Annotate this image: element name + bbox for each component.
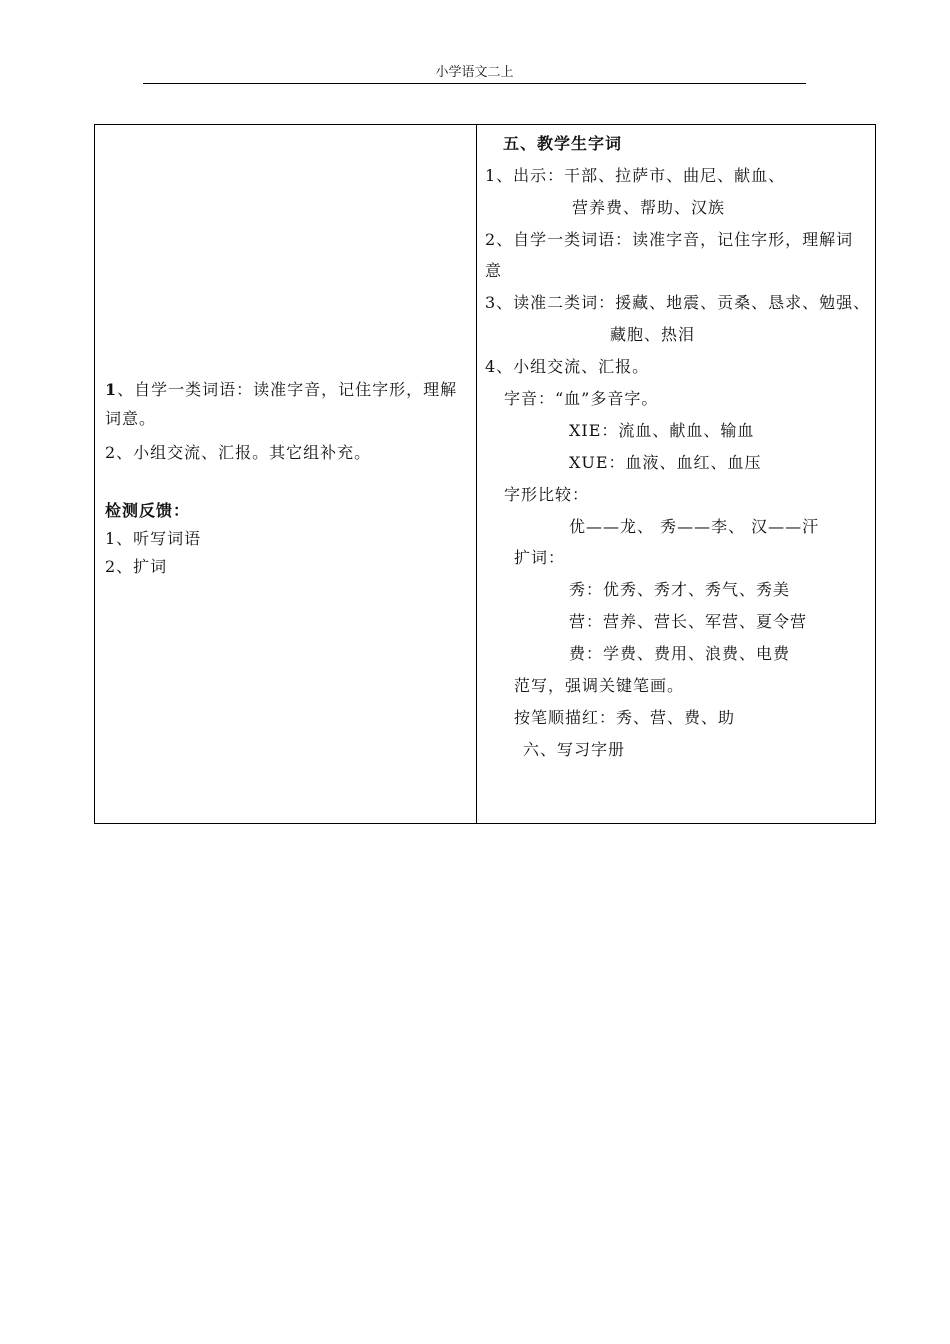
expand-xiu: 秀：优秀、秀才、秀气、秀美: [569, 580, 791, 599]
xue-words: XUE：血液、血红、血压: [569, 453, 762, 472]
show-line-2: 营养费、帮助、汉族: [572, 198, 726, 217]
feedback-heading: 检测反馈：: [105, 501, 191, 520]
xie-words: XIE：流血、献血、输血: [569, 421, 755, 440]
page-header: 小学语文二上: [435, 64, 514, 79]
activity-1-text: 、自学一类词语：读准字音，记住字形，理解: [117, 380, 458, 399]
shape-label: 字形比较：: [504, 485, 590, 504]
lesson-table: [94, 124, 876, 824]
activity-1: [105, 380, 457, 400]
show-line-1: 1、出示：干部、拉萨市、曲尼、献血、: [485, 166, 786, 185]
feedback-item: 2、扩词: [105, 557, 168, 576]
read-line-2: 藏胞、热泪: [610, 325, 696, 344]
self-study-line-2: 意: [485, 261, 503, 280]
read-line-1: 3、读准二类词：援藏、地震、贡桑、恳求、勉强、: [485, 293, 871, 312]
expand-label: 扩词：: [514, 548, 566, 567]
section-title: 五、教学生字词: [503, 134, 623, 153]
group-report: 4、小组交流、汇报。: [485, 357, 650, 376]
expand-fei: 费：学费、费用、浪费、电费: [569, 644, 791, 663]
header-rule: [143, 83, 806, 84]
shape-pairs: 优——龙、 秀——李、 汉——汗: [569, 517, 820, 536]
activity-1-continued: 词意。: [105, 409, 157, 428]
self-study-line-1: 2、自学一类词语：读准字音，记住字形，理解词: [485, 230, 854, 249]
sound-label: 字音：“血”多音字。: [504, 389, 659, 408]
section-six: 六、写习字册: [523, 740, 626, 759]
student-activity-column: [95, 125, 476, 823]
model-writing: 范写，强调关键笔画。: [514, 676, 685, 695]
teaching-column: [477, 125, 875, 823]
activity-2: 2、小组交流、汇报。其它组补充。: [105, 443, 372, 462]
activity-1-number: 1: [105, 380, 118, 399]
tracing: 按笔顺描红：秀、营、费、助: [514, 708, 736, 727]
expand-ying: 营：营养、营长、军营、夏令营: [569, 612, 808, 631]
feedback-item: 1、听写词语: [105, 529, 202, 548]
